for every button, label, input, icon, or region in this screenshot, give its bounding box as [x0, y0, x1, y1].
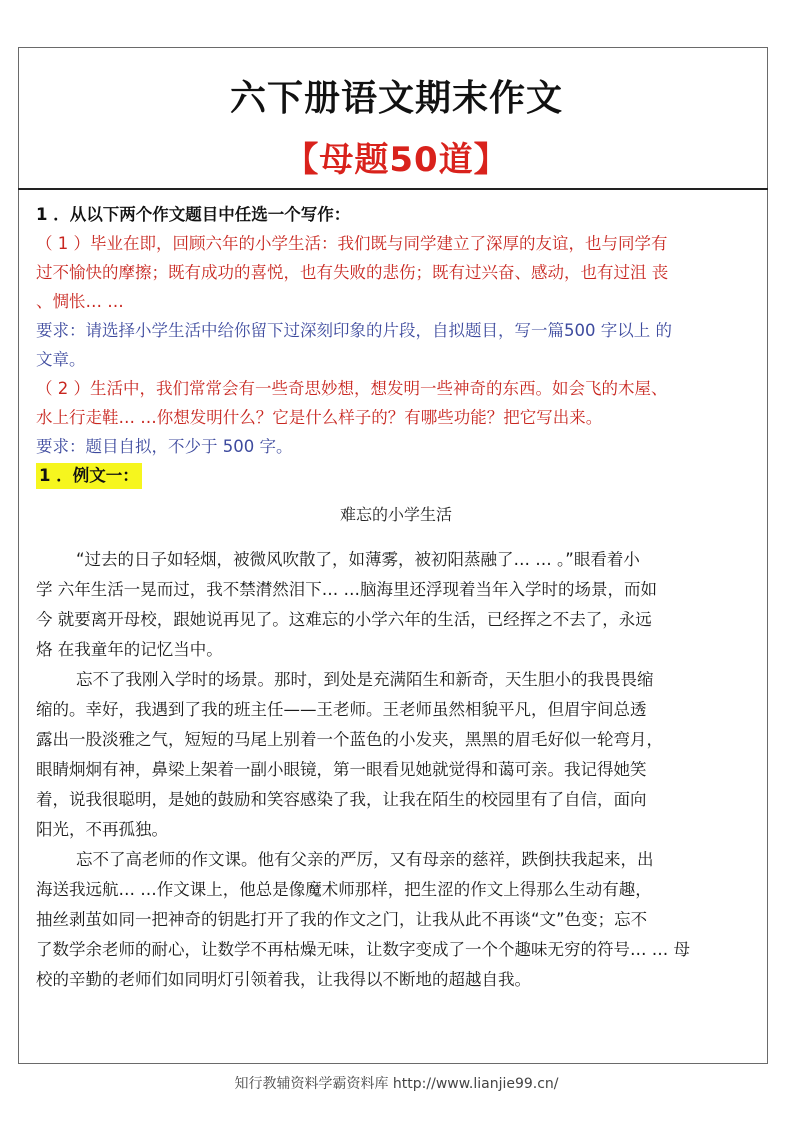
- option-2: [36, 374, 756, 432]
- requirement-1: [36, 316, 756, 374]
- essay-line: 露出一股淡雅之气，短短的马尾上别着一个蓝色的小发夹，黑黑的眉毛好似一轮弯月，: [36, 730, 663, 749]
- essay-line: 着，说我很聪明，是她的鼓励和笑容感染了我，让我在陌生的校园里有了自信，面向: [36, 790, 647, 809]
- essay-line: “过去的日子如轻烟，被微风吹散了，如薄雾，被初阳蒸融了… … 。”眼看着小: [76, 550, 640, 569]
- essay-line: 阳光，不再孤独。: [36, 820, 168, 839]
- essay-paragraph-2: [36, 665, 756, 845]
- essay-line: 忘不了高老师的作文课。他有父亲的严厉，又有母亲的慈祥，跌倒扶我起来，出: [76, 850, 654, 869]
- essay-line: 抽丝剥茧如同一把神奇的钥匙打开了我的作文之门，让我从此不再谈“文”色变；忘不: [36, 910, 648, 929]
- essay-paragraph-1: [36, 545, 756, 665]
- requirement-1-line: 文章。: [36, 350, 86, 369]
- option-1-line: 、惆怅… …: [36, 292, 124, 311]
- essay-line: 烙 在我童年的记忆当中。: [36, 640, 223, 659]
- main-content: [36, 200, 756, 995]
- essay-line: 校的辛勤的老师们如同明灯引领着我，让我得以不断地的超越自我。: [36, 970, 531, 989]
- essay-line: 缩的。幸好，我遇到了我的班主任——王老师。王老师虽然相貌平凡，但眉宇间总透: [36, 700, 647, 719]
- essay-body: [36, 545, 756, 995]
- requirement-2: [36, 432, 756, 461]
- essay-line: 今 就要离开母校，跟她说再见了。这难忘的小学六年的生活，已经挥之不去了，永远: [36, 610, 652, 629]
- essay-title: 难忘的小学生活: [339, 505, 452, 524]
- footer-watermark: 知行教辅资料学霸资料库 http://www.lianjie99.cn/: [234, 1076, 559, 1092]
- option-1-line: （ 1 ）毕业在即，回顾六年的小学生活：我们既与同学建立了深厚的友谊，也与同学有: [36, 234, 668, 253]
- example-label: 1 ．例文一：: [36, 463, 142, 489]
- essay-line: 学 六年生活一晃而过，我不禁潸然泪下… …脑海里还浮现着当年入学时的场景，而如: [36, 580, 657, 599]
- essay-line: 眼睛炯炯有神，鼻梁上架着一副小眼镜，第一眼看见她就觉得和蔼可亲。我记得她笑: [36, 760, 647, 779]
- option-1-line: 过不愉快的摩擦；既有成功的喜悦，也有失败的悲伤；既有过兴奋、感动，也有过沮 丧: [36, 263, 669, 282]
- option-2-line: （ 2 ）生活中，我们常常会有一些奇思妙想，想发明一些神奇的东西。如会飞的木屋、: [36, 379, 668, 398]
- essay-paragraph-3: [36, 845, 756, 995]
- question-heading: 1 ．从以下两个作文题目中任选一个写作：: [36, 205, 351, 224]
- option-1: [36, 229, 756, 316]
- essay-line: 了数学余老师的耐心，让数学不再枯燥无味，让数字变成了一个个趣味无穷的符号… … 母: [36, 940, 690, 959]
- page-title: 六下册语文期末作文: [229, 78, 563, 119]
- page-subtitle: 【母题50道】: [284, 140, 509, 180]
- requirement-1-line: 要求：请选择小学生活中给你留下过深刻印象的片段，自拟题目，写一篇500 字以上 的: [36, 321, 672, 340]
- essay-line: 忘不了我刚入学时的场景。那时，到处是充满陌生和新奇，天生胆小的我畏畏缩: [76, 670, 654, 689]
- header-divider: [18, 188, 768, 190]
- essay-line: 海送我远航… …作文课上，他总是像魔术师那样，把生涩的作文上得那么生动有趣，: [36, 880, 652, 899]
- requirement-2-line: 要求：题目自拟，不少于 500 字。: [36, 437, 293, 456]
- option-2-line: 水上行走鞋… …你想发明什么？它是什么样子的？有哪些功能？把它写出来。: [36, 408, 603, 427]
- example-label-row: [36, 463, 756, 489]
